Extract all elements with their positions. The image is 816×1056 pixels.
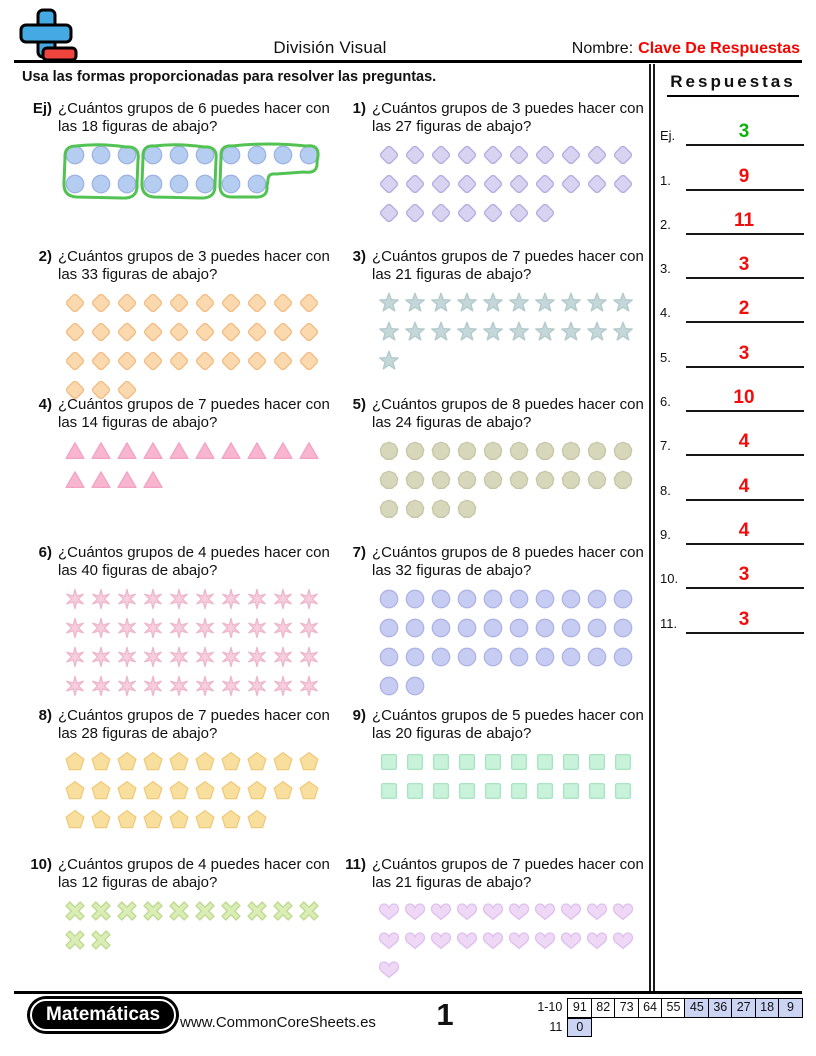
problem-question: ¿Cuántos grupos de 8 puedes hacer con las 24 figuras de abajo?	[372, 396, 644, 432]
answer-blank-line	[686, 632, 804, 634]
answers-list	[660, 102, 806, 634]
problem-number: 10)	[30, 856, 52, 873]
problem-block	[28, 856, 340, 958]
problem-question: ¿Cuántos grupos de 6 puedes hacer con las 18 figuras de abajo?	[58, 100, 330, 136]
score-cell: 91	[567, 998, 592, 1018]
answer-value: 3	[738, 121, 750, 143]
answer-label: 3.	[660, 261, 671, 277]
problem-block	[28, 100, 340, 202]
score-cell: 18	[755, 998, 780, 1018]
answer-label: 7.	[660, 438, 671, 454]
answer-label: 4.	[660, 305, 671, 321]
score-row	[531, 998, 803, 1018]
problem-number: 5)	[352, 396, 366, 413]
score-row	[531, 1018, 803, 1038]
answer-item	[660, 235, 806, 279]
shape-grid	[62, 438, 334, 498]
answer-value: 2	[738, 298, 750, 320]
answer-label: 10.	[660, 571, 679, 587]
name-label: Nombre:	[571, 40, 634, 57]
answer-label: 8.	[660, 482, 671, 498]
answer-value: 4	[738, 519, 750, 541]
page-number: 1	[436, 997, 454, 1032]
problem-question: ¿Cuántos grupos de 7 puedes hacer con las 14 figuras de abajo?	[58, 396, 330, 432]
answer-item	[660, 589, 806, 633]
score-row-label: 1-10	[537, 1000, 563, 1014]
problem-question: ¿Cuántos grupos de 3 puedes hacer con las 33 figuras de abajo?	[58, 248, 330, 284]
shape-grid	[62, 749, 334, 838]
problem-number: Ej)	[32, 100, 52, 117]
shape-grid	[376, 142, 648, 231]
answer-value: 9	[738, 165, 750, 187]
shape-grid	[62, 586, 334, 704]
shape-grid	[376, 290, 648, 379]
answer-item	[660, 191, 806, 235]
problem-block	[28, 396, 340, 498]
problem-block	[342, 707, 654, 809]
answer-item	[660, 102, 806, 146]
answer-value: 3	[738, 608, 750, 630]
shape-grid	[376, 438, 648, 527]
brand-logo: Matemáticas	[30, 999, 176, 1031]
shape-grid	[62, 898, 334, 958]
answer-item	[660, 412, 806, 456]
problem-number: 4)	[38, 396, 52, 413]
score-cell: 0	[567, 1018, 592, 1038]
answer-label: 2.	[660, 216, 671, 232]
footer-rule	[14, 991, 802, 994]
problem-question: ¿Cuántos grupos de 3 puedes hacer con las 27 figuras de abajo?	[372, 100, 644, 136]
name-block	[572, 40, 800, 58]
shape-grid	[376, 898, 648, 987]
answer-value: 3	[738, 254, 750, 276]
problem-question: ¿Cuántos grupos de 7 puedes hacer con las 21 figuras de abajo?	[372, 248, 644, 284]
problem-block	[28, 248, 340, 408]
answer-item	[660, 279, 806, 323]
problem-number: 11)	[345, 856, 366, 873]
answer-value: 3	[738, 564, 750, 586]
score-cell: 36	[708, 998, 733, 1018]
problem-number: 2)	[38, 248, 52, 265]
answer-label: 6.	[660, 394, 671, 410]
shape-grid	[376, 749, 648, 809]
answer-item	[660, 368, 806, 412]
answer-value: 10	[733, 387, 755, 409]
problem-block	[28, 544, 340, 704]
problem-question: ¿Cuántos grupos de 4 puedes hacer con las 12 figuras de abajo?	[58, 856, 330, 892]
problem-question: ¿Cuántos grupos de 7 puedes hacer con las 21 figuras de abajo?	[372, 856, 644, 892]
answer-label: 9.	[660, 526, 671, 542]
problem-number: 9)	[352, 707, 366, 724]
shape-grid	[62, 142, 334, 202]
site-url: www.CommonCoreSheets.es	[180, 1014, 376, 1031]
page-title: División Visual	[273, 38, 387, 57]
score-row-label: 11	[549, 1019, 563, 1034]
score-table	[531, 998, 803, 1037]
problem-number: 7)	[352, 544, 366, 561]
problem-block	[342, 396, 654, 527]
problem-number: 6)	[38, 544, 52, 561]
answer-item	[660, 545, 806, 589]
answer-key-label: Clave De Respuestas	[638, 40, 800, 57]
score-cell: 45	[684, 998, 709, 1018]
answer-label: Ej.	[660, 128, 676, 144]
answer-value: 4	[738, 431, 750, 453]
problem-question: ¿Cuántos grupos de 8 puedes hacer con las 32 figuras de abajo?	[372, 544, 644, 580]
problem-block	[28, 707, 340, 838]
score-cell: 9	[778, 998, 803, 1018]
answer-value: 3	[738, 342, 750, 364]
answers-panel	[660, 72, 806, 634]
answer-item	[660, 323, 806, 367]
answer-item	[660, 456, 806, 500]
problem-block	[342, 544, 654, 704]
shape-grid	[62, 290, 334, 408]
problem-question: ¿Cuántos grupos de 7 puedes hacer con las 28 figuras de abajo?	[58, 707, 330, 743]
score-cell: 55	[661, 998, 686, 1018]
problem-block	[342, 100, 654, 231]
problem-block	[342, 856, 654, 987]
answer-value: 4	[738, 475, 750, 497]
problem-number: 8)	[38, 707, 52, 724]
instruction-text: Usa las formas proporcionadas para resolver las preguntas.	[22, 69, 437, 85]
problem-block	[342, 248, 654, 379]
problem-number: 1)	[352, 100, 366, 117]
answer-label: 1.	[660, 172, 671, 188]
shape-grid	[376, 586, 648, 704]
score-cell: 64	[638, 998, 663, 1018]
problem-question: ¿Cuántos grupos de 4 puedes hacer con las 40 figuras de abajo?	[58, 544, 330, 580]
header-rule	[14, 60, 802, 63]
answer-label: 5.	[660, 349, 671, 365]
score-cell: 27	[731, 998, 756, 1018]
plus-minus-icon	[14, 8, 78, 64]
answer-label: 11.	[660, 615, 678, 631]
answer-item	[660, 146, 806, 190]
problem-number: 3)	[352, 248, 366, 265]
answers-title: Respuestas	[667, 72, 799, 97]
score-cell: 82	[591, 998, 616, 1018]
answer-value: 11	[733, 209, 755, 231]
problem-question: ¿Cuántos grupos de 5 puedes hacer con las 20 figuras de abajo?	[372, 707, 644, 743]
score-cell: 73	[614, 998, 639, 1018]
answer-item	[660, 501, 806, 545]
